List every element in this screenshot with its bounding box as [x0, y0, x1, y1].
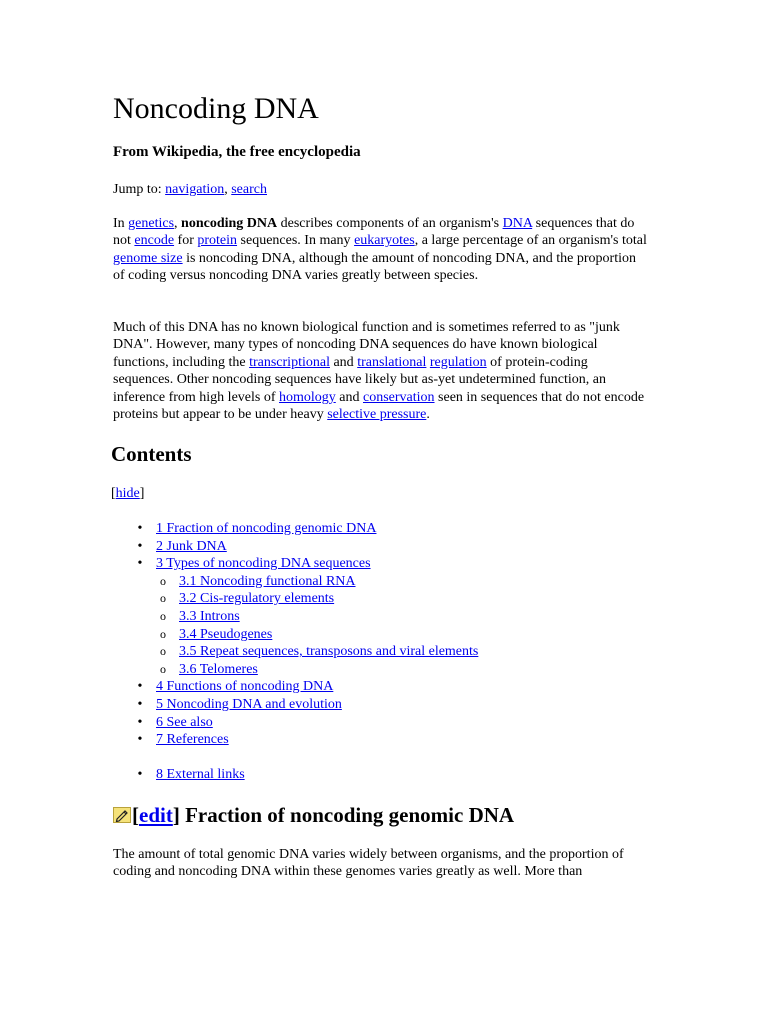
- toc-subitem: [156, 608, 478, 626]
- text: sequences. In many: [237, 233, 355, 249]
- toc-item: [133, 538, 478, 556]
- section-heading-fraction: [113, 803, 514, 827]
- toc-sublist: [156, 573, 478, 679]
- edit-section-link[interactable]: edit: [139, 803, 173, 827]
- bullet-icon: •: [137, 696, 143, 712]
- toc-link-3[interactable]: 3 Types of noncoding DNA sequences: [156, 556, 371, 572]
- text: Much of this DNA has no known biological function and is sometimes referred to as "junk DNA". However, many types of noncoding DNA sequences do have known biological functions, including the: [113, 320, 620, 370]
- homology-link[interactable]: homology: [279, 389, 336, 405]
- circle-bullet-icon: o: [160, 573, 166, 588]
- circle-bullet-icon: o: [160, 608, 166, 623]
- text: .: [426, 407, 430, 423]
- toc-link-3-3[interactable]: 3.3 Introns: [179, 608, 240, 624]
- toc-item: [133, 766, 245, 783]
- conservation-link[interactable]: conservation: [363, 389, 435, 405]
- hide-toc-link[interactable]: hide: [115, 486, 140, 501]
- text: In: [113, 216, 129, 231]
- text: is noncoding DNA, although the amount of noncoding DNA, and the proportion of coding versus noncoding DNA varies greatly between species.: [113, 250, 636, 284]
- text: and: [329, 354, 358, 370]
- text: for: [174, 233, 198, 249]
- second-paragraph: [113, 319, 648, 423]
- translational-link[interactable]: translational: [357, 354, 427, 370]
- intro-paragraph: [113, 215, 648, 285]
- toc-subitem: [156, 590, 478, 608]
- contents-heading: Contents: [111, 442, 192, 466]
- toc-link-6[interactable]: 6 See also: [156, 714, 213, 730]
- toc-subitem: [156, 626, 478, 644]
- text: sequences that do not: [113, 216, 635, 249]
- text: seen in sequences that do not encode proteins but appear to be under heavy: [113, 389, 645, 423]
- regulation-link[interactable]: regulation: [429, 354, 487, 370]
- bullet-icon: •: [137, 714, 143, 730]
- section-title: Fraction of noncoding genomic DNA: [179, 803, 515, 827]
- transcriptional-link[interactable]: transcriptional: [249, 354, 330, 370]
- toc-item: [133, 731, 478, 749]
- toc-link-3-6[interactable]: 3.6 Telomeres: [179, 661, 258, 677]
- toc-item: [133, 678, 478, 696]
- toc-sublist-container: [133, 573, 478, 679]
- text: and: [335, 389, 363, 405]
- bullet-icon: •: [137, 521, 143, 536]
- toc-link-3-1[interactable]: 3.1 Noncoding functional RNA: [179, 573, 356, 589]
- text: of protein-coding sequences. Other noncoding sequences have likely but as-yet undetermined function, an inference from high levels of: [113, 354, 606, 405]
- circle-bullet-icon: o: [160, 591, 166, 606]
- toc-link-4[interactable]: 4 Functions of noncoding DNA: [156, 679, 334, 695]
- toc-link-7[interactable]: 7 References: [156, 732, 229, 748]
- eukaryotes-link[interactable]: eukaryotes: [354, 233, 415, 249]
- toc-item: [133, 696, 478, 714]
- edit-pencil-icon[interactable]: [113, 807, 131, 823]
- toc-item: [133, 714, 478, 732]
- toc-link-3-4[interactable]: 3.4 Pseudogenes: [179, 626, 273, 642]
- toc-link-2[interactable]: 2 Junk DNA: [156, 538, 227, 554]
- bullet-icon: •: [137, 679, 143, 695]
- toc-link-1[interactable]: 1 Fraction of noncoding genomic DNA: [156, 521, 377, 536]
- toc-item: [133, 520, 478, 538]
- toc-subitem: [156, 643, 478, 661]
- section-paragraph: The amount of total genomic DNA varies widely between organisms, and the proportion of coding and noncoding DNA within these genomes varies greatly as well. More than: [113, 847, 624, 880]
- toc-subitem: [156, 573, 478, 591]
- toc-subitem: [156, 661, 478, 679]
- genome-size-link[interactable]: genome size: [113, 250, 183, 266]
- toc-link-8[interactable]: 8 External links: [156, 767, 245, 782]
- toc-link-3-5[interactable]: 3.5 Repeat sequences, transposons and viral elements: [179, 644, 479, 660]
- selective-pressure-link[interactable]: selective pressure: [327, 407, 427, 423]
- bracket: [: [132, 803, 139, 827]
- bullet-icon: •: [137, 538, 143, 554]
- toc-hide-toggle: [111, 485, 144, 502]
- table-of-contents: [133, 520, 478, 749]
- page-title: Noncoding DNA: [113, 92, 319, 125]
- circle-bullet-icon: o: [160, 661, 166, 676]
- bracket: ]: [139, 486, 145, 501]
- bullet-icon: •: [137, 767, 143, 782]
- text: , a large percentage of an organism's total: [414, 233, 647, 249]
- navigation-link[interactable]: navigation: [165, 182, 225, 197]
- encode-link[interactable]: encode: [134, 233, 175, 249]
- article-term: noncoding DNA: [181, 216, 278, 231]
- protein-link[interactable]: protein: [197, 233, 238, 249]
- bracket: ]: [172, 803, 180, 827]
- jump-to-label: Jump to:: [113, 182, 166, 197]
- jump-separator: ,: [224, 182, 232, 197]
- toc-item: [133, 555, 478, 573]
- bracket: [: [111, 486, 116, 501]
- jump-to-bar: [113, 181, 267, 198]
- genetics-link[interactable]: genetics: [128, 216, 175, 231]
- page-subtitle: From Wikipedia, the free encyclopedia: [113, 144, 361, 160]
- table-of-contents-tail: [133, 766, 245, 783]
- circle-bullet-icon: o: [160, 644, 166, 659]
- toc-link-5[interactable]: 5 Noncoding DNA and evolution: [156, 696, 342, 712]
- dna-link[interactable]: DNA: [502, 216, 533, 231]
- bullet-icon: •: [137, 556, 143, 572]
- toc-link-3-2[interactable]: 3.2 Cis-regulatory elements: [179, 591, 335, 607]
- bullet-icon: •: [137, 732, 143, 748]
- search-link[interactable]: search: [231, 182, 267, 197]
- circle-bullet-icon: o: [160, 626, 166, 641]
- text: ,: [174, 216, 182, 231]
- text: describes components of an organism's: [277, 216, 503, 231]
